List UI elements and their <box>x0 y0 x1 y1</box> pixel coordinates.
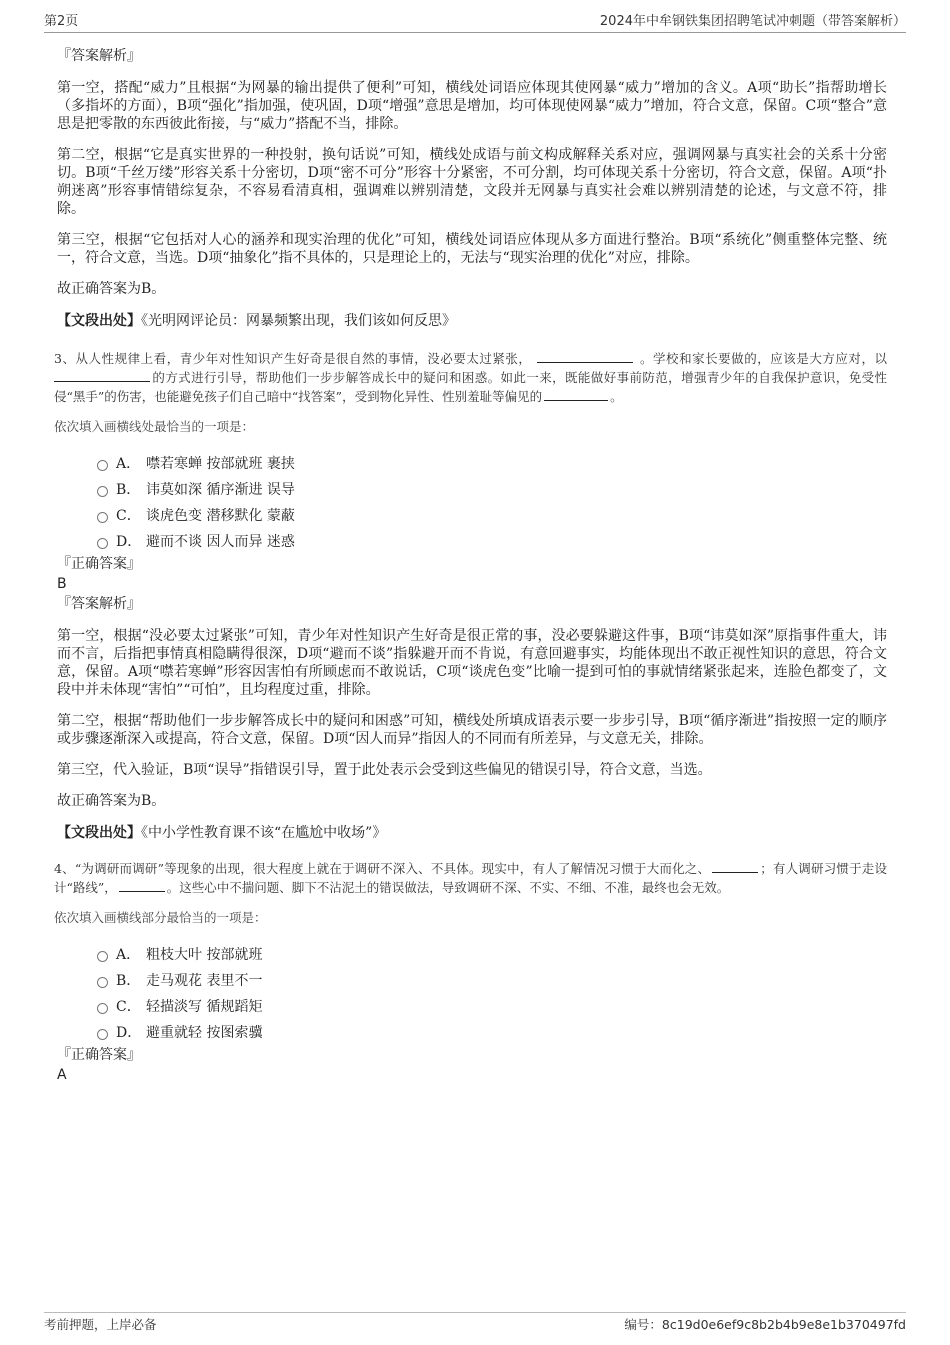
source-citation <box>57 823 887 843</box>
source-label: 【文段出处】 <box>57 825 141 841</box>
conclusion-text: 故正确答案为B。 <box>57 281 166 297</box>
analysis-paragraph: 第三空，根据“它包括对人心的涵养和现实治理的优化”可知，横线处词语应体现从多方面进行整治。B项“系统化”侧重整体完整、统一，符合文意，当选。D项“抽象化”指不具体的，只是理论上的，无法与“现实治理的优化”对应，排除。 <box>57 232 887 266</box>
option-a[interactable]: A． 粗枝大叶 按部就班 <box>97 941 887 967</box>
radio-icon[interactable] <box>97 951 108 962</box>
source-text: 《光明网评论员：网暴频繁出现，我们该如何反思》 <box>141 313 456 329</box>
option-b[interactable]: B． 走马观花 表里不一 <box>97 967 887 993</box>
radio-icon[interactable] <box>97 977 108 988</box>
fill-blank <box>54 369 150 382</box>
fill-blank <box>712 860 758 873</box>
question-text: ；有人调研习惯于走设计“路线”， <box>54 861 887 895</box>
option-list <box>97 941 887 1045</box>
analysis-paragraph: 第二空，根据“它是真实世界的一种投射，换句话说”可知，横线处成语与前文构成解释关系对应，强调网暴与真实社会的关系十分密切。B项“千丝万缕”形容关系十分密切，D项“密不可分”形容十分紧密，不可分割，均可体现关系十分密切，符合文意，保留。A项“扑朔迷离”形容事情错综复杂，不容易看清真相，强调难以辨别清楚，文段并无网暴与真实社会难以辨别清楚的论述，与文意不符，排除。 <box>57 147 887 217</box>
question-text: 4、“为调研而调研”等现象的出现，很大程度上就在于调研不深入、不具体。现实中，有人了解情况习惯于大而化之、 <box>54 861 711 876</box>
question-4-stem <box>54 859 887 897</box>
question-text: 。 <box>610 389 623 404</box>
fill-blank <box>119 879 165 892</box>
radio-icon[interactable] <box>97 1003 108 1014</box>
analysis-paragraph: 第二空，根据“帮助他们一步步解答成长中的疑问和困惑”可知，横线处所填成语表示要一步步引导，B项“循序渐进”指按照一定的顺序或步骤逐渐深入或提高，符合文意，保留。D项“因人而异”指因人的不同而有所差异，与文意无关，排除。 <box>57 713 887 747</box>
question-hint: 依次填入画横线部分最恰当的一项是： <box>54 910 267 925</box>
radio-icon[interactable] <box>97 486 108 497</box>
radio-icon[interactable] <box>97 512 108 523</box>
source-citation <box>57 311 887 331</box>
document-id: 编号：8c19d0e6ef9c8b2b4b9e8e1b370497fd <box>624 1317 906 1332</box>
footer-slogan: 考前押题，上岸必备 <box>44 1317 157 1332</box>
correct-answer-heading: 『正确答案』 <box>57 1047 141 1063</box>
correct-answer-heading: 『正确答案』 <box>57 556 141 572</box>
option-d[interactable]: D． 避而不谈 因人而异 迷惑 <box>97 528 887 554</box>
question-hint: 依次填入画横线处最恰当的一项是： <box>54 419 255 434</box>
question-text: 。这些心中不揣问题、脚下不沾泥土的错误做法，导致调研不深、不实、不细、不准，最终也会无效。 <box>166 880 730 895</box>
correct-answer: A <box>57 1067 67 1083</box>
option-c[interactable]: C． 谈虎色变 潜移默化 蒙蔽 <box>97 502 887 528</box>
fill-blank <box>544 388 608 401</box>
question-text: 3、从人性规律上看，青少年对性知识产生好奇是很自然的事情，没必要太过紧张， <box>54 351 532 366</box>
radio-icon[interactable] <box>97 538 108 549</box>
analysis-heading: 『答案解析』 <box>57 48 141 64</box>
source-text: 《中小学性教育课不该“在尴尬中收场”》 <box>141 825 387 841</box>
radio-icon[interactable] <box>97 460 108 471</box>
option-c[interactable]: C． 轻描淡写 循规蹈矩 <box>97 993 887 1019</box>
main-content <box>54 46 887 1085</box>
page-header <box>44 10 906 33</box>
question-text: 。学校和家长要做的，应该是大方应对，以 <box>639 351 887 366</box>
page-number: 第2页 <box>44 14 79 29</box>
radio-icon[interactable] <box>97 1029 108 1040</box>
conclusion-text: 故正确答案为B。 <box>57 793 166 809</box>
page-footer <box>44 1312 906 1335</box>
analysis-heading: 『答案解析』 <box>57 596 141 612</box>
source-label: 【文段出处】 <box>57 313 141 329</box>
analysis-paragraph: 第一空，根据“没必要太过紧张”可知，青少年对性知识产生好奇是很正常的事，没必要躲避这件事，B项“讳莫如深”原指事件重大，讳而不言，后指把事情真相隐瞒得很深，D项“避而不谈”指躲避开而不肯说，有意回避事实，均能体现出不敢正视性知识的意思，符合文意，保留。A项“噤若寒蝉”形容因害怕有所顾虑而不敢说话，C项“谈虎色变”比喻一提到可怕的事就情绪紧张起来，连脸色都变了，文段中并未体现“害怕”“可怕”，且均程度过重，排除。 <box>57 628 887 698</box>
option-list <box>97 450 887 554</box>
analysis-paragraph: 第一空，搭配“威力”且根据“为网暴的输出提供了便利”可知，横线处词语应体现其使网暴“威力”增加的含义。A项“助长”指帮助增长（多指坏的方面），B项“强化”指加强，使巩固，D项“增强”意思是增加，均可体现使网暴“威力”增加，符合文意，保留。C项“整合”意思是把零散的东西彼此衔接，与“威力”搭配不当，排除。 <box>57 80 887 132</box>
option-d[interactable]: D． 避重就轻 按图索骥 <box>97 1019 887 1045</box>
option-b[interactable]: B． 讳莫如深 循序渐进 误导 <box>97 476 887 502</box>
fill-blank <box>537 350 633 363</box>
question-text: 的方式进行引导，帮助他们一步步解答成长中的疑问和困惑。如此一来，既能做好事前防范，增强青少年的自我保护意识，免受性侵“黑手”的伤害，也能避免孩子们自己暗中“找答案”，受到物化异性、性别羞耻等偏见的 <box>54 370 887 404</box>
question-3-stem <box>54 349 887 406</box>
document-title: 2024年中牟钢铁集团招聘笔试冲刺题（带答案解析） <box>599 14 906 29</box>
correct-answer: B <box>57 576 67 592</box>
analysis-paragraph: 第三空，代入验证，B项“误导”指错误引导，置于此处表示会受到这些偏见的错误引导，符合文意，当选。 <box>57 762 712 778</box>
option-a[interactable]: A． 噤若寒蝉 按部就班 裹挟 <box>97 450 887 476</box>
